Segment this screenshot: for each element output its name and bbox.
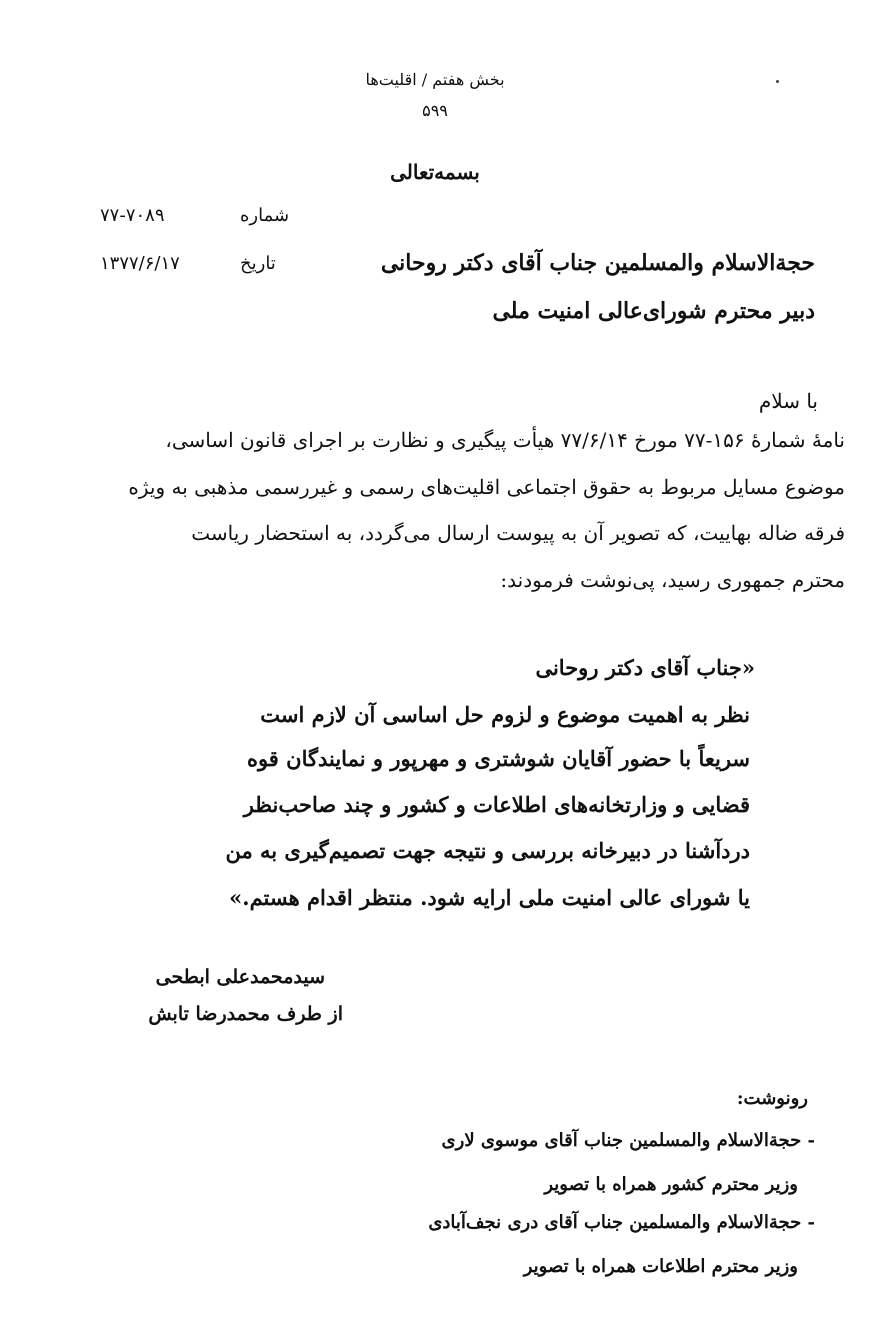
body-line: محترم جمهوری رسید، پی‌نوشت فرمودند: (500, 568, 845, 592)
quote-heading: «جناب آقای دکتر روحانی (535, 655, 755, 680)
basmala: بسمه‌تعالی (390, 160, 480, 184)
cc-line: - حجة‌الاسلام والمسلمین جناب آقای موسوی لاری (441, 1130, 815, 1151)
number-label: شماره (240, 205, 290, 226)
section-header: بخش هفتم / اقلیت‌ها (365, 70, 505, 89)
page-number: ۵۹۹ (422, 101, 448, 120)
quote-line: سریعاً با حضور آقایان شوشتری و مهرپور و نمایندگان قوه (246, 746, 750, 771)
body-line: نامهٔ شمارهٔ ۱۵۶-۷۷ مورخ ۷۷/۶/۱۴ هیأت پیگیری و نظارت بر اجرای قانون اساسی، (165, 428, 845, 452)
signatory-on-behalf: از طرف محمدرضا تابش (148, 1003, 343, 1025)
date-value: ۱۳۷۷/۶/۱۷ (100, 253, 180, 274)
quote-line: قضایی و وزارتخانه‌های اطلاعات و کشور و چند صاحب‌نظر (243, 792, 750, 817)
quote-line: یا شورای عالی امنیت ملی ارایه شود. منتظر اقدام هستم.» (229, 885, 750, 910)
quote-line: درد‌آشنا در دبیرخانه بررسی و نتیجه جهت تصمیم‌گیری به من (225, 838, 750, 863)
body-line: فرقه ضاله بهاییت، که تصویر آن به پیوست ارسال می‌گردد، به استحضار ریاست (191, 521, 845, 545)
greeting: با سلام (758, 389, 818, 413)
cc-heading: رونوشت: (736, 1088, 808, 1109)
cc-line: وزیر محترم اطلاعات همراه با تصویر (523, 1256, 798, 1277)
scan-speck (776, 80, 779, 83)
addressee-name: حجة‌الاسلام والمسلمین جناب آقای دکتر روحانی (380, 250, 815, 276)
number-value: ۷۷-۷۰۸۹ (100, 205, 165, 226)
cc-line: وزیر محترم کشور همراه با تصویر (544, 1174, 798, 1195)
cc-line: - حجة‌الاسلام والمسلمین جناب آقای دری نجف‌آبادی (428, 1212, 815, 1233)
body-line: موضوع مسایل مربوط به حقوق اجتماعی اقلیت‌های رسمی و غیررسمی مذهبی به ویژه (128, 475, 845, 499)
date-label: تاریخ (240, 253, 276, 274)
signatory-name: سیدمحمدعلی ابطحی (155, 966, 325, 988)
addressee-title: دبیر محترم شورای‌عالی امنیت ملی (492, 298, 815, 324)
quote-line: نظر به اهمیت موضوع و لزوم حل اساسی آن لازم است (260, 702, 750, 727)
